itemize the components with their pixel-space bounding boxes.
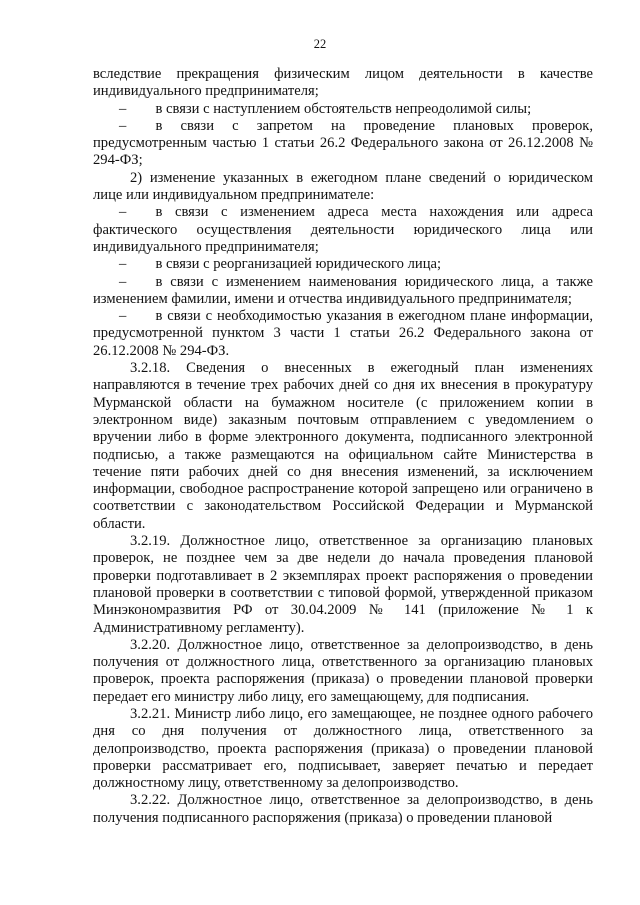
paragraph-continuation: вследствие прекращения физическим лицом деятельности в качестве индивидуального предпринимателя; (93, 66, 593, 100)
section-3-2-20: 3.2.20. Должностное лицо, ответственное за делопроизводство, в день получения от должностного лица, ответственного за организацию плановых проверок, проекта распоряжения (приказа) о проведении плановой проверки передает его министру либо лицу, его замещающему, для подписания. (93, 636, 593, 705)
section-3-2-18: 3.2.18. Сведения о внесенных в ежегодный план изменениях направляются в течение трех рабочих дней со дня их внесения в прокуратуру Мурманской области на бумажном носителе (с приложением копии в электронном виде) заказным почтовым отправлением с уведомлением о вручении либо в форме электронного документа, подписанного электронной подписью, а также размещаются на официальном сайте Министерства в течение пяти рабочих дней со дня внесения изменений, за исключением информации, свободное распространение которой запрещено или ограничено в соответствии с законодательством Российской Федерации и Мурманской области. (93, 360, 593, 532)
list-item-info-requirement: – в связи с необходимостью указания в ежегодном плане информации, предусмотренной пунктом 3 части 1 статьи 26.2 Федерального закона от 26.12.2008 № 294-ФЗ. (93, 308, 593, 359)
section-3-2-21: 3.2.21. Министр либо лицо, его замещающее, не позднее одного рабочего дня со дня получения от должностного лица, ответственного за делопроизводство, проекта распоряжения (приказа) о проведении плановой проверки рассматривает его, подписывает, заверяет печатью и передает должностному лицу, ответственному за делопроизводство. (93, 705, 593, 792)
paragraph-changes-in-plan: 2) изменение указанных в ежегодном плане сведений о юридическом лице или индивидуальном предпринимателе: (93, 169, 593, 204)
body-text (93, 66, 593, 827)
section-3-2-19: 3.2.19. Должностное лицо, ответственное за организацию плановых проверок, не позднее чем за две недели до начала проведения плановой проверки подготавливает в 2 экземплярах проект распоряжения о проведении плановой проверки в соответствии с типовой формой, утвержденной приказом Минэкономразвития РФ от 30.04.2009 № 141 (приложение № 1 к Административному регламенту). (93, 533, 593, 636)
list-item-force-majeure: – в связи с наступлением обстоятельств непреодолимой силы; (119, 100, 532, 117)
page-number: 22 (313, 37, 327, 51)
section-3-2-22: 3.2.22. Должностное лицо, ответственное за делопроизводство, в день получения подписанного распоряжения (приказа) о проведении плановой (93, 792, 593, 826)
list-item-name-change: – в связи с изменением наименования юридического лица, а также изменением фамилии, имени и отчества индивидуального предпринимателя; (93, 273, 593, 307)
list-item-inspection-ban: – в связи с запретом на проведение плановых проверок, предусмотренным частью 1 статьи 26.2 Федерального закона от 26.12.2008 № 294-ФЗ; (93, 117, 593, 169)
list-item-address-change: – в связи с изменением адреса места нахождения или адреса фактического осуществления деятельности юридического лица или индивидуального предпринимателя; (93, 204, 593, 255)
list-item-reorganization: – в связи с реорганизацией юридического лица; (119, 256, 442, 273)
